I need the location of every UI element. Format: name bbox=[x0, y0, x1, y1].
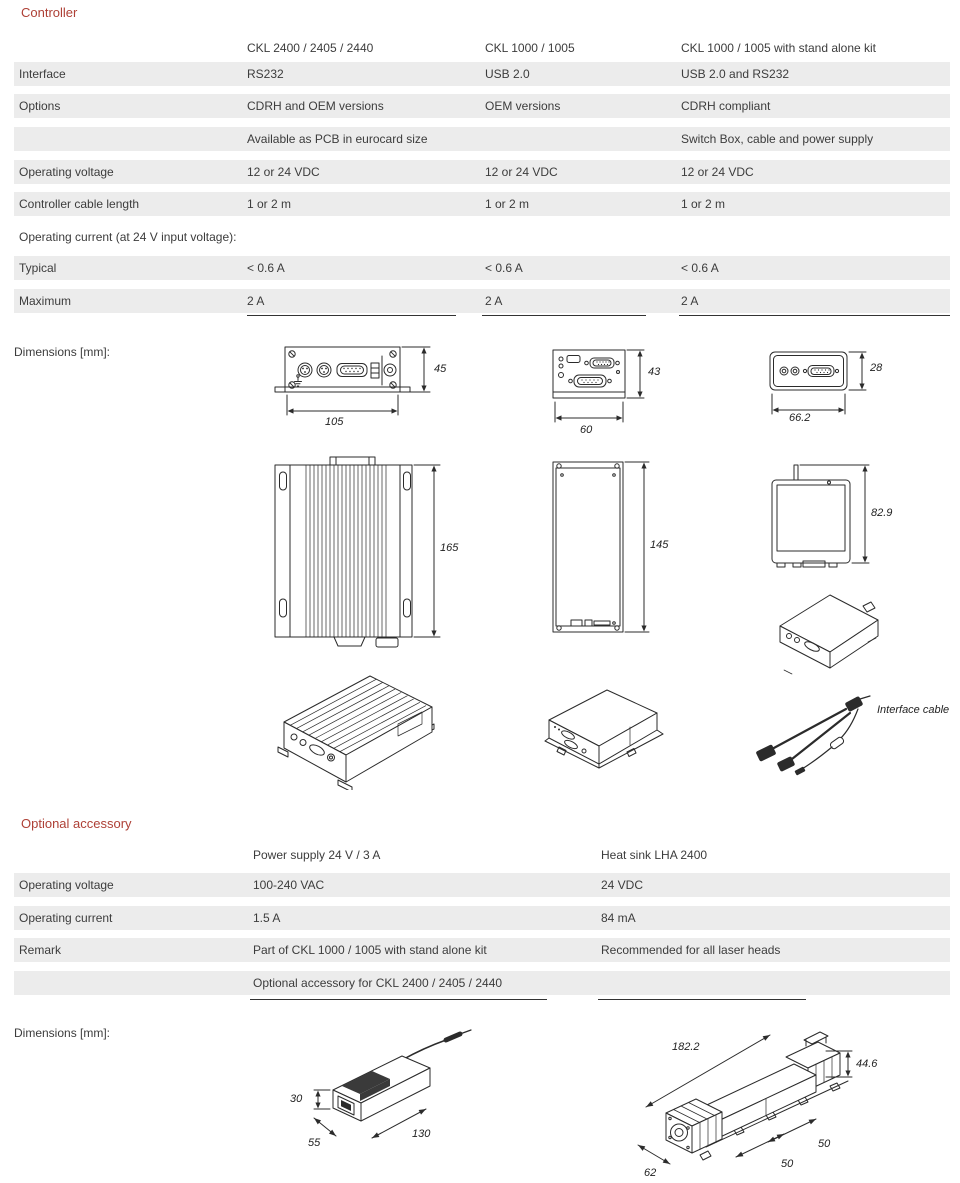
table-header-row bbox=[14, 36, 950, 60]
table-row bbox=[14, 873, 950, 897]
dim-height: 30 bbox=[290, 1093, 303, 1105]
ckl1000-pcb-drawing bbox=[545, 455, 670, 640]
dim-pitch: 50 bbox=[781, 1158, 794, 1170]
row-label: Maximum bbox=[19, 294, 72, 308]
cell: 100-240 VAC bbox=[253, 878, 325, 892]
dim-depth: 55 bbox=[308, 1137, 321, 1149]
cell: 2 A bbox=[681, 294, 699, 308]
table-row bbox=[14, 289, 950, 313]
ckl2400-front-panel-drawing bbox=[258, 340, 458, 435]
table-row bbox=[14, 94, 950, 118]
cell: Part of CKL 1000 / 1005 with stand alone kit bbox=[253, 943, 487, 957]
table-subheading: Operating current (at 24 V input voltage): bbox=[19, 230, 237, 244]
table-row bbox=[14, 971, 950, 995]
cell: CDRH compliant bbox=[681, 99, 771, 113]
cell: 12 or 24 VDC bbox=[247, 165, 320, 179]
cell: 1 or 2 m bbox=[247, 197, 292, 211]
dim-width: 60 bbox=[580, 424, 593, 436]
row-label: Operating voltage bbox=[19, 165, 114, 179]
column-underline bbox=[250, 999, 547, 1000]
cell: 24 VDC bbox=[601, 878, 644, 892]
dim-pitch: 50 bbox=[818, 1138, 831, 1150]
column-underline bbox=[679, 315, 950, 316]
cell: 1 or 2 m bbox=[485, 197, 530, 211]
kit-box-isometric-drawing bbox=[768, 582, 888, 677]
row-label: Interface bbox=[19, 67, 66, 81]
cell: Available as PCB in eurocard size bbox=[247, 132, 428, 146]
cell: 1 or 2 m bbox=[681, 197, 726, 211]
dim-height: 28 bbox=[870, 362, 883, 374]
ckl1000-front-panel-drawing bbox=[540, 342, 670, 437]
ckl2400-isometric-drawing bbox=[272, 660, 442, 790]
kit-box-top-view-drawing bbox=[765, 458, 895, 570]
dim-length: 130 bbox=[412, 1128, 431, 1140]
table-row bbox=[14, 906, 950, 930]
power-supply-drawing bbox=[280, 1028, 490, 1158]
cell: CDRH and OEM versions bbox=[247, 99, 384, 113]
cell: 84 mA bbox=[601, 911, 636, 925]
cell: 1.5 A bbox=[253, 911, 281, 925]
dim-height: 165 bbox=[440, 542, 459, 554]
dim-height: 145 bbox=[650, 539, 669, 551]
interface-cable-drawing bbox=[740, 695, 960, 785]
dimensions-label: Dimensions [mm]: bbox=[14, 345, 111, 359]
column-header: Heat sink LHA 2400 bbox=[601, 848, 708, 862]
kit-front-panel-drawing bbox=[762, 346, 897, 426]
cell: < 0.6 A bbox=[681, 261, 719, 275]
cell: Recommended for all laser heads bbox=[601, 943, 781, 957]
table-row bbox=[14, 192, 950, 216]
cell: 12 or 24 VDC bbox=[681, 165, 754, 179]
cell: RS232 bbox=[247, 67, 284, 81]
ckl1000-isometric-drawing bbox=[535, 668, 670, 773]
row-label: Controller cable length bbox=[19, 197, 140, 211]
cell: Switch Box, cable and power supply bbox=[681, 132, 874, 146]
controller-section-heading: Controller bbox=[21, 5, 78, 20]
row-label: Typical bbox=[19, 261, 57, 275]
dim-height: 43 bbox=[648, 366, 661, 378]
row-label: Operating voltage bbox=[19, 878, 114, 892]
cell: Optional accessory for CKL 2400 / 2405 / 2440 bbox=[253, 976, 503, 990]
dimensions-label: Dimensions [mm]: bbox=[14, 1026, 111, 1040]
dim-width: 105 bbox=[325, 416, 344, 428]
cell: 2 A bbox=[485, 294, 503, 308]
column-header: CKL 2400 / 2405 / 2440 bbox=[247, 41, 374, 55]
column-header: CKL 1000 / 1005 bbox=[485, 41, 575, 55]
ckl2400-top-view-drawing bbox=[262, 452, 462, 657]
row-label: Options bbox=[19, 99, 61, 113]
table-row bbox=[14, 160, 950, 184]
cell: OEM versions bbox=[485, 99, 561, 113]
accessory-section-heading: Optional accessory bbox=[21, 816, 132, 831]
dim-width: 62 bbox=[644, 1167, 657, 1179]
dim-width: 66.2 bbox=[789, 412, 811, 424]
interface-cable-label: Interface cable bbox=[877, 704, 950, 716]
column-underline bbox=[482, 315, 646, 316]
column-underline bbox=[598, 999, 806, 1000]
row-label: Remark bbox=[19, 943, 62, 957]
table-row bbox=[14, 62, 950, 86]
cell: USB 2.0 and RS232 bbox=[681, 67, 790, 81]
cell: < 0.6 A bbox=[485, 261, 523, 275]
cell: 2 A bbox=[247, 294, 265, 308]
dim-height: 82.9 bbox=[871, 507, 893, 519]
heat-sink-drawing bbox=[618, 1015, 960, 1183]
dim-height: 45 bbox=[434, 363, 447, 375]
table-row bbox=[14, 938, 950, 962]
dim-length: 182.2 bbox=[672, 1041, 700, 1053]
row-label: Operating current bbox=[19, 911, 113, 925]
column-header: CKL 1000 / 1005 with stand alone kit bbox=[681, 41, 877, 55]
dim-height: 44.6 bbox=[856, 1058, 878, 1070]
column-underline bbox=[247, 315, 456, 316]
table-row bbox=[14, 256, 950, 280]
column-header: Power supply 24 V / 3 A bbox=[253, 848, 381, 862]
table-row bbox=[14, 127, 950, 151]
cell: < 0.6 A bbox=[247, 261, 285, 275]
table-header-row bbox=[14, 843, 950, 867]
cell: 12 or 24 VDC bbox=[485, 165, 558, 179]
table-subheading-row bbox=[14, 225, 950, 249]
cell: USB 2.0 bbox=[485, 67, 530, 81]
